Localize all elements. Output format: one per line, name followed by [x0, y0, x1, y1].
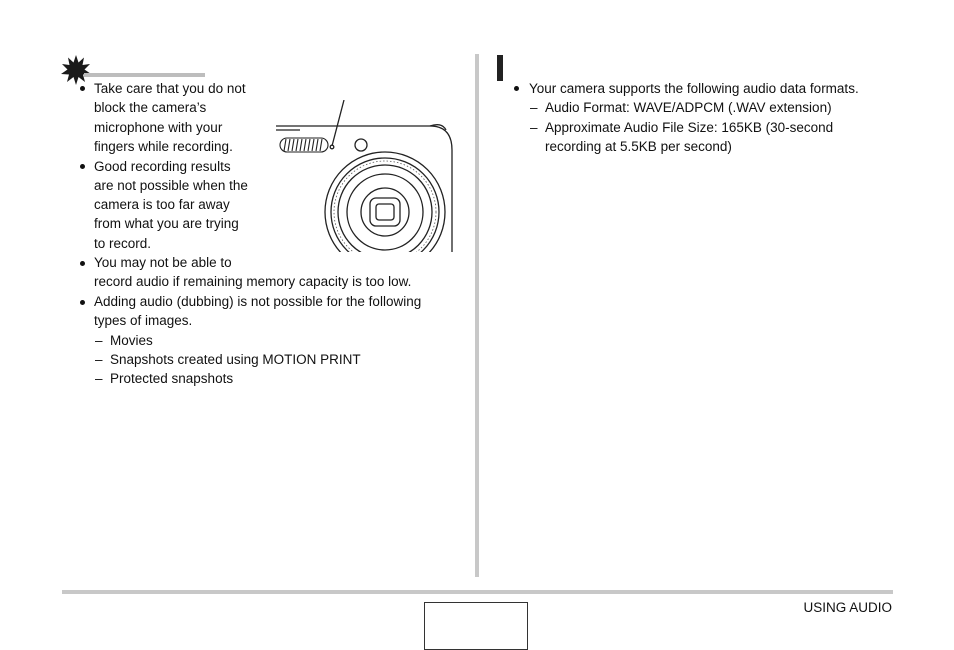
note-text-line: microphone with your [94, 120, 223, 135]
footer-rule [62, 590, 893, 594]
camera-microphone-illustration [270, 100, 456, 252]
note-text-line: from what you are trying [94, 216, 239, 231]
image-type-item: Protected snapshots [110, 371, 234, 386]
dash-marker: – [530, 100, 538, 115]
page-number-box [424, 602, 528, 650]
note-text-line: to record. [94, 236, 152, 251]
file-size-line-continued: recording at 5.5KB per second) [545, 139, 732, 154]
note-text-line: camera is too far away [94, 197, 230, 212]
image-type-item: Snapshots created using MOTION PRINT [110, 352, 361, 367]
dash-marker: – [95, 371, 103, 386]
format-info-text: Your camera supports the following audio data formats. [529, 81, 859, 96]
dash-marker: – [95, 352, 103, 367]
bullet-dot [80, 300, 85, 305]
section-label: USING AUDIO [803, 600, 892, 615]
note-text-line: record audio if remaining memory capacity is too low. [94, 274, 412, 289]
note-text-line: Take care that you do not [94, 81, 246, 96]
image-type-item: Movies [110, 333, 153, 348]
audio-format-line: Audio Format: WAVE/ADPCM (.WAV extension) [545, 100, 832, 115]
bullet-dot [80, 86, 85, 91]
note-text-line: types of images. [94, 313, 193, 328]
section-heading-bar [497, 55, 503, 81]
column-divider [475, 54, 479, 577]
note-header-rule [84, 73, 205, 77]
file-size-line: Approximate Audio File Size: 165KB (30-second [545, 120, 834, 135]
bullet-dot [80, 164, 85, 169]
bullet-dot [80, 261, 85, 266]
note-text-line: block the camera’s [94, 100, 207, 115]
note-text-line: fingers while recording. [94, 139, 233, 154]
note-text-line: You may not be able to [94, 255, 232, 270]
note-text-line: Good recording results [94, 159, 231, 174]
dash-marker: – [530, 120, 538, 135]
note-text-line: are not possible when the [94, 178, 248, 193]
dash-marker: – [95, 333, 103, 348]
bullet-dot [514, 86, 519, 91]
important-note-icon [61, 55, 91, 85]
note-text-line: Adding audio (dubbing) is not possible for the following [94, 294, 422, 309]
